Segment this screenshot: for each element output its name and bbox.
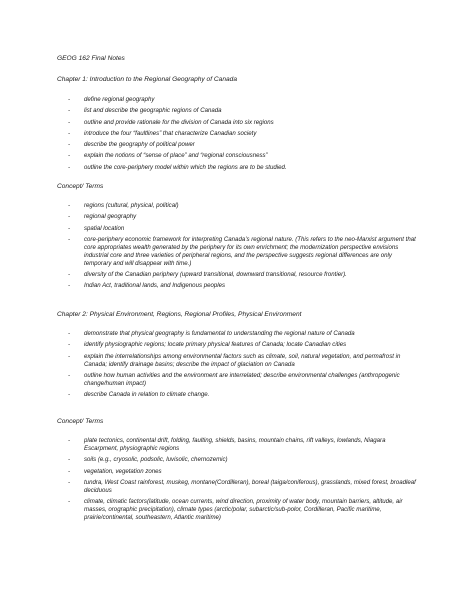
list-item-text: explain the notions of “sense of place” and “regional consciousness” (84, 152, 268, 160)
list-item (68, 468, 418, 476)
bullet-marker: - (68, 235, 71, 243)
list-item-text: plate tectonics, continental drift, folding, faulting, shields, basins, mountain chains, rift valleys, lowlands, Niagara Escarpment, physiographic regions (84, 437, 386, 452)
list-item (68, 130, 418, 138)
list-item-text: describe the geography of political power (84, 141, 195, 149)
list-item (68, 391, 418, 399)
list-item (68, 353, 418, 369)
list-item-text: diversity of the Canadian periphery (upward transitional, downward transitional, resource frontier). (84, 270, 347, 278)
bullet-marker: - (68, 330, 71, 337)
bullet-marker: - (68, 107, 71, 115)
list-item-text: outline and provide rationale for the division of Canada into six regions (84, 118, 274, 126)
list-item-text: define regional geography (84, 96, 155, 103)
list-item-text: demonstrate that physical geography is fundamental to understanding the regional nature of Canada (84, 330, 355, 337)
bullet-marker: - (68, 341, 71, 349)
chapter1-terms-list (68, 202, 418, 294)
list-item (68, 372, 418, 388)
list-item-text: outline the core-periphery model within which the regions are to be studied. (84, 163, 287, 171)
list-item (68, 202, 418, 210)
list-item (68, 456, 418, 464)
list-item (68, 164, 418, 172)
bullet-marker: - (68, 456, 71, 464)
list-item-text: outline how human activities and the environment are interrelated; describe environmental challenges (anthropogenic change/human impact) (84, 371, 400, 387)
bullet-marker: - (68, 270, 71, 278)
list-item (68, 236, 418, 268)
list-item (68, 330, 418, 338)
list-item-text: core-periphery economic framework for interpreting Canada’s regional nature. (This refers to the neo-Marxist argument that core appropriates wealth generated by the periphery for its own enrichment; the modernization perspective envisions industrial core and three varieties of peripheral regions, and the perspective suggests regional differences are only temporary and will disappear with time.) (84, 235, 416, 267)
chapter1-heading: Chapter 1: Introduction to the Regional Geography of Canada (57, 76, 237, 83)
list-item (68, 437, 418, 453)
list-item (68, 225, 418, 233)
bullet-marker: - (68, 202, 71, 209)
list-item-text: vegetation, vegetation zones (84, 467, 162, 475)
list-item (68, 107, 418, 115)
list-item (68, 341, 418, 349)
list-item-text: regions (cultural, physical, political) (84, 202, 179, 209)
bullet-marker: - (68, 478, 71, 486)
list-item-text: Indian Act, traditional lands, and Indigenous peoples (84, 282, 226, 290)
chapter2-terms-list (68, 437, 418, 525)
bullet-marker: - (68, 352, 71, 360)
bullet-marker: - (68, 96, 71, 103)
list-item (68, 152, 418, 160)
bullet-marker: - (68, 437, 71, 444)
bullet-marker: - (68, 213, 71, 221)
bullet-marker: - (68, 163, 71, 171)
document-title: GEOG 162 Final Notes (57, 55, 125, 62)
bullet-marker: - (68, 224, 71, 232)
bullet-marker: - (68, 391, 71, 398)
bullet-marker: - (68, 371, 71, 379)
list-item-text: describe Canada in relation to climate change. (84, 391, 210, 398)
bullet-marker: - (68, 467, 71, 475)
list-item-text: soils (e.g., cryosolic, podsolic, luvisolic, chernozemic) (84, 456, 228, 464)
bullet-marker: - (68, 152, 71, 160)
list-item-text: introduce the four “faultlines” that characterize Canadian society (84, 129, 257, 137)
list-item (68, 282, 418, 290)
bullet-marker: - (68, 498, 71, 505)
list-item (68, 271, 418, 279)
chapter2-heading: Chapter 2: Physical Environment, Regions, Regional Profiles, Physical Environment (57, 311, 302, 318)
chapter1-objectives-list (68, 96, 418, 175)
list-item-text: identify physiographic regions; locate primary physical features of Canada; locate Canadian cities (84, 341, 347, 349)
list-item (68, 119, 418, 127)
bullet-marker: - (68, 118, 71, 126)
list-item-text: list and describe the geographic regions of Canada (84, 107, 222, 115)
list-item-text: tundra, West Coast rainforest, muskeg, montane(Cordilleran), boreal (taiga/coniferous), grasslands, mixed forest, broadleaf deciduous (84, 478, 416, 494)
list-item (68, 213, 418, 221)
bullet-marker: - (68, 141, 71, 149)
list-item-text: spatial location (84, 224, 125, 232)
list-item-text: climate, climatic factors(latitude, ocean currents, wind direction, proximity of water body, mountain barriers, altitude, air masses, orographic precipitation), climate types (arctic/polar, subarctic/sub-polor, Cordilleran, Pacific maritime, prairie/continental, southeastern, Atlantic maritime) (84, 498, 403, 521)
bullet-marker: - (68, 282, 71, 290)
chapter2-objectives-list (68, 330, 418, 402)
list-item (68, 96, 418, 104)
bullet-marker: - (68, 129, 71, 137)
list-item (68, 479, 418, 495)
chapter1-terms-heading: Concept/ Terms (57, 183, 104, 190)
list-item-text: regional geography (84, 213, 137, 221)
list-item (68, 141, 418, 149)
list-item (68, 498, 418, 522)
list-item-text: explain the interrelationships among environmental factors such as climate, soil, natural vegetation, and permafrost in Canada; identify drainage basins; describe the impact of glaciation on Canada (84, 352, 401, 368)
chapter2-terms-heading: Concept/ Terms (57, 418, 104, 425)
